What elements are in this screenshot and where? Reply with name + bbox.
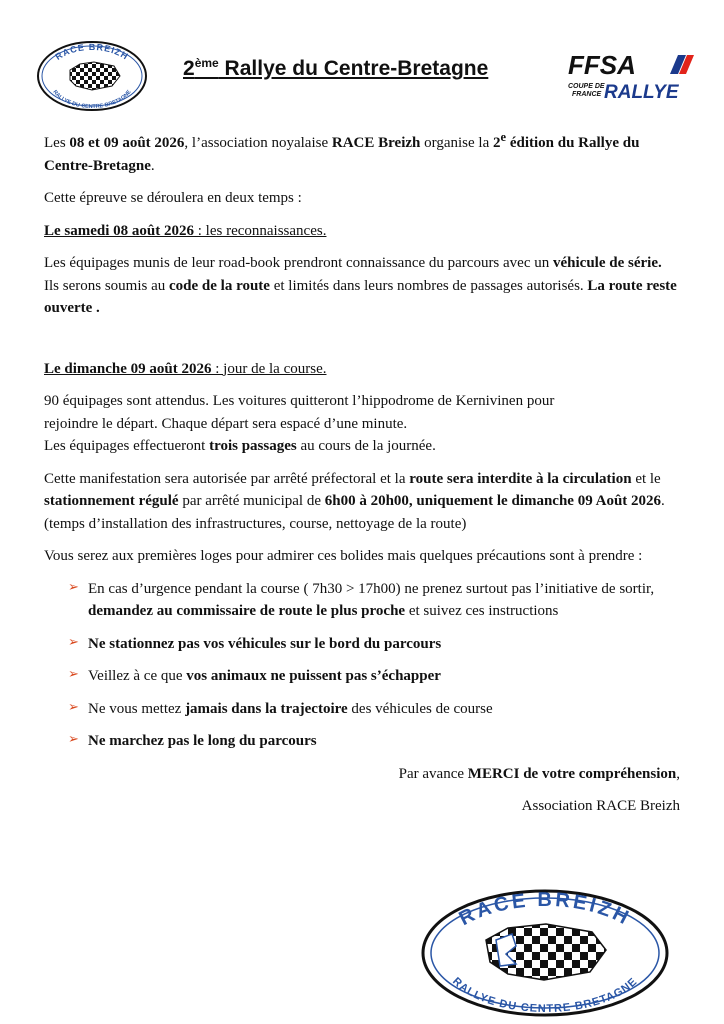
list-item: ➢ Ne marchez pas le long du parcours [68,732,317,749]
saturday-paragraph: Les équipages munis de leur road-book prendront connaissance du parcours avec un véhicule de série. Ils serons soumis au code de la route et limités dans leurs nombres de passages autorisés. La route reste ouverte . [44,255,677,316]
race-breizh-logo-large [420,888,670,1018]
arrow-bullet-icon: ➢ [68,699,79,715]
sunday-paragraph: 90 équipages sont attendus. Les voitures quitteront l’hippodrome de Kernivinen pour rejoindre le départ. Chaque départ sera espacé d’une minute. Les équipages effectueront trois passages au cours de la journée. [44,393,555,454]
svg-text:RALLYE DU CENTRE BRETAGNE: RALLYE DU CENTRE BRETAGNE [51,89,133,111]
svg-text:FFSA: FFSA [568,52,636,80]
list-item: ➢ Ne stationnez pas vos véhicules sur le bord du parcours [68,634,442,652]
authorization-paragraph: Cette manifestation sera autorisée par arrêté préfectoral et la route sera interdite à la circulation et le stationnement régulé par arrêté municipal de 6h00 à 20h00, uniquement le dimanche 09 Août 2026. (temps d’installation des infrastructures, course, nettoyage de la route) [44,470,665,532]
sunday-heading: Le dimanche 09 août 2026 : jour de la course. [44,360,327,377]
arrow-bullet-icon: ➢ [68,732,79,747]
precautions-list [44,578,680,753]
svg-text:RACE BREIZH: RACE BREIZH [455,888,635,931]
signature: Association RACE Breizh [521,798,680,814]
precautions-intro: Vous serez aux premières loges pour admirer ces bolides mais quelques précautions sont à prendre : [44,548,643,564]
arrow-bullet-icon: ➢ [68,667,79,682]
list-item: ➢ En cas d’urgence pendant la course ( 7h30 > 17h00) ne prenez surtout pas l’initiative de sortir, demandez au commissaire de route le plus proche et suivez ces instructions [68,579,655,619]
list-item: ➢ Ne vous mettez jamais dans la trajectoire des véhicules de course [68,699,493,717]
race-breizh-logo-small [36,40,148,112]
page-title: 2ème Rallye du Centre-Bretagne [183,56,489,80]
list-item: ➢ Veillez à ce que vos animaux ne puissent pas s’échapper [68,667,441,684]
arrow-bullet-icon: ➢ [68,579,79,595]
intro-paragraph: Les 08 et 09 août 2026, l’association noyalaise RACE Breizh organise la 2e édition du Rallye du Centre-Bretagne. [44,130,640,174]
svg-text:COUPE DE: COUPE DE [568,83,605,90]
ffsa-logo [566,52,696,104]
arrow-bullet-icon: ➢ [68,634,79,650]
saturday-heading: Le samedi 08 août 2026 : les reconnaissances. [44,222,327,239]
svg-text:FRANCE: FRANCE [572,91,602,98]
document-body [44,128,680,828]
svg-text:RACE BREIZH: RACE BREIZH [53,41,131,62]
header [0,0,724,110]
svg-text:RALLYE: RALLYE [604,82,679,103]
closing-thanks: Par avance MERCI de votre compréhension, [398,765,680,782]
svg-text:RALLYE DU CENTRE BRETAGNE: RALLYE DU CENTRE BRETAGNE [450,975,640,1016]
two-times-text: Cette épreuve se déroulera en deux temps : [44,190,302,206]
